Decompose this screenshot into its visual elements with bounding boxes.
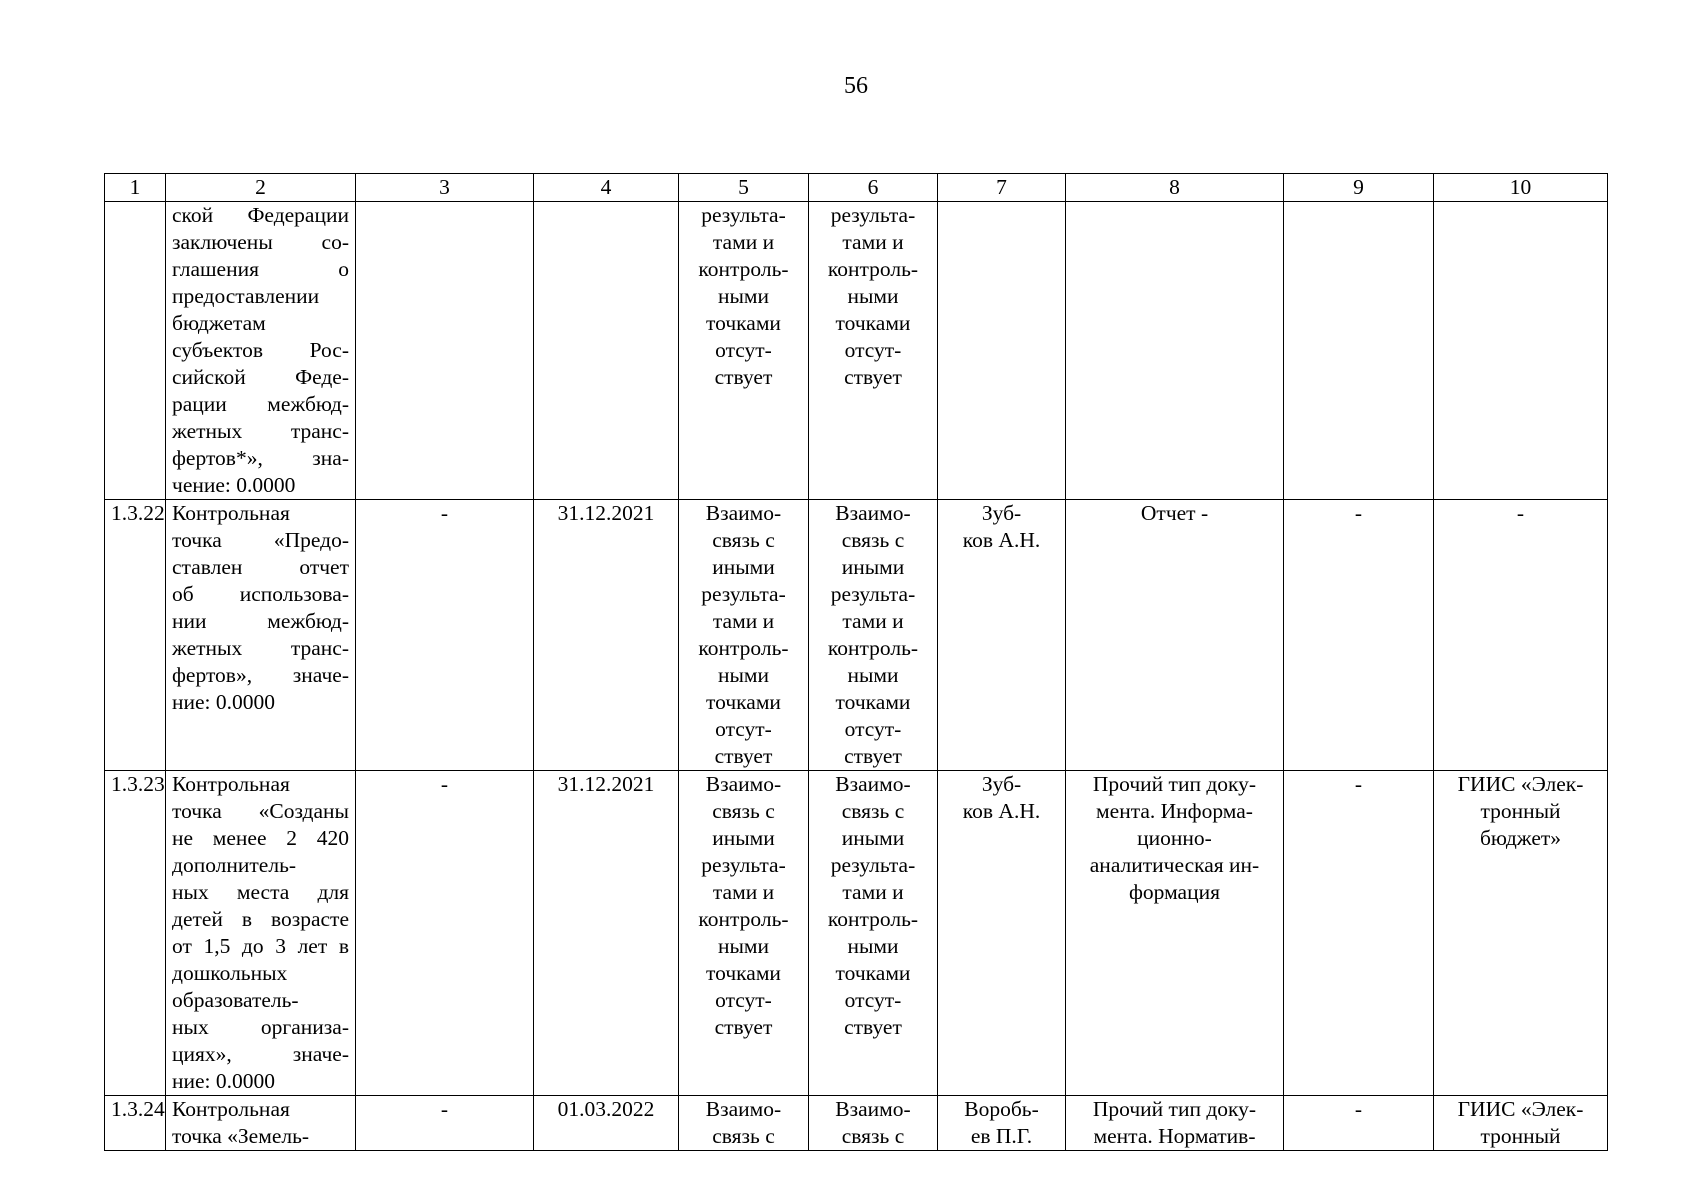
- cell-line: Воробь-: [964, 1097, 1039, 1121]
- cell-line: -: [1516, 501, 1525, 525]
- cell-line: ными: [717, 934, 770, 958]
- cell-line: иными: [841, 555, 905, 579]
- cell-line: тами и: [712, 609, 775, 633]
- column-header-4: 4: [534, 174, 679, 202]
- cell-line: результа-: [830, 582, 916, 606]
- row-number: [105, 202, 166, 500]
- milestones-table: [104, 173, 1608, 1151]
- cell-line: ными: [717, 663, 770, 687]
- table-header: [105, 174, 1608, 202]
- cell-document-type: [1066, 202, 1284, 500]
- cell-information-system: [1434, 771, 1608, 1096]
- table-row: [105, 1096, 1608, 1151]
- cell-line: ской Федерации: [172, 203, 349, 227]
- cell-col9: -: [1284, 1096, 1434, 1151]
- cell-line: ными: [847, 663, 899, 687]
- cell-line: связь с: [841, 528, 905, 552]
- cell-information-system: [1434, 1096, 1608, 1151]
- cell-line: формация: [1128, 880, 1220, 904]
- cell-col9: -: [1284, 771, 1434, 1096]
- cell-line: аналитическая ин-: [1089, 853, 1260, 877]
- row-number: 1.3.23: [105, 771, 166, 1096]
- cell-col5: [679, 202, 809, 500]
- cell-line: отсут-: [844, 338, 902, 362]
- cell-line: связь с: [712, 799, 775, 823]
- cell-responsible: [938, 771, 1066, 1096]
- table-body: [105, 202, 1608, 1151]
- cell-line: точками: [835, 961, 911, 985]
- column-header-9: 9: [1284, 174, 1434, 202]
- cell-line: Взаимо-: [705, 501, 782, 525]
- column-header-2: 2: [166, 174, 356, 202]
- cell-line: ствует: [844, 1015, 902, 1039]
- cell-col9: [1284, 202, 1434, 500]
- cell-line: точка «Земель-: [172, 1124, 310, 1148]
- cell-line: заключены со-: [172, 230, 349, 254]
- cell-line: иными: [712, 555, 775, 579]
- cell-line: ев П.Г.: [970, 1124, 1033, 1148]
- cell-line: Контрольная: [172, 772, 290, 796]
- cell-line: точка «Предо-: [172, 528, 349, 552]
- cell-line: отсут-: [715, 717, 772, 741]
- cell-line: ными: [847, 284, 899, 308]
- cell-line: сийской Феде-: [172, 365, 349, 389]
- cell-line: субъектов Рос-: [172, 338, 349, 362]
- cell-line: Взаимо-: [835, 501, 911, 525]
- cell-line: ствует: [714, 744, 773, 768]
- cell-line: детей в возрасте: [172, 907, 349, 931]
- cell-line: ние: 0.0000: [172, 1069, 276, 1093]
- cell-line: тами и: [842, 609, 904, 633]
- cell-date: 31.12.2021: [534, 500, 679, 771]
- cell-line: ГИИС «Элек-: [1457, 772, 1584, 796]
- cell-line: отсут-: [844, 988, 902, 1012]
- cell-line: не менее 2 420: [172, 826, 349, 850]
- cell-line: результа-: [830, 203, 916, 227]
- cell-line: связь с: [712, 1124, 775, 1148]
- cell-line: об использова-: [172, 582, 349, 606]
- cell-document-type: [1066, 500, 1284, 771]
- cell-line: глашения о: [172, 257, 349, 281]
- cell-line: жетных транс-: [172, 419, 349, 443]
- cell-line: ков А.Н.: [962, 799, 1041, 823]
- cell-line: точка «Созданы: [172, 799, 349, 823]
- cell-col9: -: [1284, 500, 1434, 771]
- table-row: [105, 500, 1608, 771]
- cell-line: ствует: [844, 365, 902, 389]
- cell-line: контроль-: [698, 636, 789, 660]
- row-number: 1.3.24: [105, 1096, 166, 1151]
- cell-line: нии межбюд-: [172, 609, 349, 633]
- cell-line: ных места для: [172, 880, 349, 904]
- cell-line: Взаимо-: [705, 772, 782, 796]
- cell-information-system: [1434, 500, 1608, 771]
- cell-line: дополнитель-: [172, 853, 297, 877]
- cell-line: отсут-: [844, 717, 902, 741]
- cell-line: рации межбюд-: [172, 392, 349, 416]
- cell-line: тронный: [1480, 799, 1561, 823]
- cell-col5: [679, 1096, 809, 1151]
- cell-line: связь с: [712, 528, 775, 552]
- cell-col3: -: [356, 1096, 534, 1151]
- cell-line: фертов*», зна-: [172, 446, 349, 470]
- column-header-10: 10: [1434, 174, 1608, 202]
- cell-line: Зуб-: [981, 772, 1022, 796]
- cell-line: ков А.Н.: [962, 528, 1041, 552]
- milestone-name: [166, 1096, 356, 1151]
- cell-line: связь с: [841, 799, 905, 823]
- column-header-6: 6: [809, 174, 938, 202]
- cell-line: результа-: [701, 203, 786, 227]
- cell-line: ГИИС «Элек-: [1457, 1097, 1584, 1121]
- table-row: [105, 771, 1608, 1096]
- cell-line: бюджет»: [1479, 826, 1562, 850]
- cell-line: контроль-: [698, 257, 789, 281]
- cell-line: Прочий тип доку-: [1092, 772, 1257, 796]
- cell-line: ными: [847, 934, 899, 958]
- cell-line: ствует: [714, 1015, 773, 1039]
- cell-line: связь с: [841, 1124, 905, 1148]
- column-header-7: 7: [938, 174, 1066, 202]
- cell-col5: [679, 500, 809, 771]
- cell-line: Контрольная: [172, 1097, 290, 1121]
- cell-line: жетных транс-: [172, 636, 349, 660]
- page-number: 56: [844, 73, 868, 99]
- cell-line: ствует: [714, 365, 773, 389]
- cell-line: Взаимо-: [835, 1097, 911, 1121]
- cell-line: результа-: [701, 853, 786, 877]
- cell-line: точками: [706, 690, 781, 714]
- cell-line: контроль-: [827, 257, 919, 281]
- cell-col3: -: [356, 771, 534, 1096]
- cell-document-type: [1066, 771, 1284, 1096]
- cell-line: дошкольных: [172, 961, 288, 985]
- cell-line: Взаимо-: [835, 772, 911, 796]
- cell-date: 31.12.2021: [534, 771, 679, 1096]
- column-header-1: 1: [105, 174, 166, 202]
- column-header-3: 3: [356, 174, 534, 202]
- cell-line: чение: 0.0000: [172, 473, 296, 497]
- cell-line: ными: [717, 284, 770, 308]
- cell-col3: [356, 202, 534, 500]
- column-header-5: 5: [679, 174, 809, 202]
- cell-line: тами и: [712, 230, 775, 254]
- cell-col6: [809, 771, 938, 1096]
- cell-line: фертов», значе-: [172, 663, 349, 687]
- cell-line: бюджетам: [172, 311, 266, 335]
- cell-document-type: [1066, 1096, 1284, 1151]
- cell-line: контроль-: [698, 907, 789, 931]
- cell-line: ных организа-: [172, 1015, 349, 1039]
- cell-line: циях», значе-: [172, 1042, 349, 1066]
- table-row: [105, 202, 1608, 500]
- cell-responsible: [938, 1096, 1066, 1151]
- column-header-8: 8: [1066, 174, 1284, 202]
- cell-line: точками: [835, 690, 911, 714]
- cell-col6: [809, 1096, 938, 1151]
- cell-line: Отчет -: [1140, 501, 1209, 525]
- cell-line: иными: [841, 826, 905, 850]
- cell-line: мента. Информа-: [1096, 799, 1253, 823]
- cell-line: ствует: [844, 744, 902, 768]
- milestone-name: [166, 202, 356, 500]
- milestone-name: [166, 500, 356, 771]
- cell-line: Взаимо-: [705, 1097, 782, 1121]
- cell-line: ставлен отчет: [172, 555, 349, 579]
- cell-line: тронный: [1480, 1124, 1561, 1148]
- cell-line: Контрольная: [172, 501, 290, 525]
- cell-line: точками: [706, 311, 781, 335]
- cell-line: тами и: [712, 880, 775, 904]
- cell-line: Прочий тип доку-: [1092, 1097, 1257, 1121]
- cell-line: ционно-: [1137, 826, 1212, 850]
- milestone-name: [166, 771, 356, 1096]
- cell-line: от 1,5 до 3 лет в: [172, 934, 349, 958]
- cell-col3: -: [356, 500, 534, 771]
- cell-date: [534, 202, 679, 500]
- cell-line: тами и: [842, 880, 904, 904]
- cell-line: отсут-: [715, 338, 772, 362]
- cell-col6: [809, 202, 938, 500]
- cell-line: мента. Норматив-: [1093, 1124, 1256, 1148]
- cell-line: Зуб-: [981, 501, 1022, 525]
- cell-line: предоставлении: [172, 284, 320, 308]
- cell-line: образователь-: [172, 988, 299, 1012]
- cell-line: отсут-: [715, 988, 772, 1012]
- cell-col6: [809, 500, 938, 771]
- cell-col5: [679, 771, 809, 1096]
- cell-line: ние: 0.0000: [172, 690, 276, 714]
- cell-responsible: [938, 500, 1066, 771]
- row-number: 1.3.22: [105, 500, 166, 771]
- cell-information-system: [1434, 202, 1608, 500]
- cell-line: точками: [835, 311, 911, 335]
- cell-date: 01.03.2022: [534, 1096, 679, 1151]
- cell-line: точками: [706, 961, 781, 985]
- cell-responsible: [938, 202, 1066, 500]
- cell-line: результа-: [701, 582, 786, 606]
- cell-line: контроль-: [827, 636, 919, 660]
- cell-line: результа-: [830, 853, 916, 877]
- cell-line: контроль-: [827, 907, 919, 931]
- cell-line: тами и: [842, 230, 904, 254]
- cell-line: иными: [712, 826, 775, 850]
